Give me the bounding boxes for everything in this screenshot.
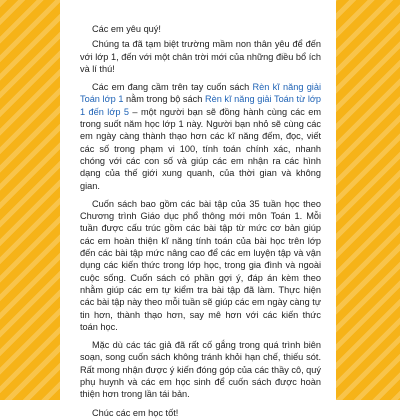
- book-title-highlight: Rèn kĩ năng giải Toán lớp 1: [80, 82, 321, 105]
- body-paragraphs: [80, 38, 321, 400]
- book-title-highlight: Rèn kĩ năng giải Toán từ lớp 1 đến lớp 5: [80, 94, 322, 117]
- paragraph-2: [80, 81, 321, 192]
- paragraph-text: nằm trong bộ sách: [123, 94, 205, 105]
- paragraph-3: [80, 198, 321, 333]
- paragraph-text: Chúng ta đã tạm biệt trường mầm non thân yêu để đến với lớp 1, đến với một chân trời mới của những điều bổ ích và lí thú!: [80, 39, 321, 74]
- paragraph-text: Cuốn sách bao gồm các bài tập của 35 tuần học theo Chương trình Giáo dục phổ thông mới môn Toán 1. Mỗi tuần được cấu trúc gồm các bài tập từ mức cơ bản giúp các em hoàn thiện kĩ năng tính toán của bài học trên lớp đến các bài tập mức nâng cao để các em luyện tập và vận dụng các kiến thức trong lớp học, trong gia đình và ngoài cuộc sống. Cuốn sách có phần gợi ý, đáp án kèm theo nhằm giúp các em tự kiểm tra bài tập đã làm. Thực hiện các bài tập này theo mỗi tuần sẽ giúp các em ngày càng tự tin hơn, thành thạo hơn, say mê hơn với các kiến thức toán học.: [80, 198, 321, 332]
- paragraph-4: [80, 339, 321, 400]
- closing-line: Chúc các em học tốt!: [92, 407, 179, 418]
- document-page: [60, 0, 336, 418]
- paragraph-text: Mặc dù các tác giả đã rất cố gắng trong quá trình biên soạn, song cuốn sách không tránh khỏi hạn chế, thiếu sót. Rất mong nhận được ý kiến đóng góp của các thầy cô, quý phụ huynh và các em học sinh để cuốn sách được hoàn thiện hơn trong lần tái bản.: [80, 340, 321, 400]
- paragraph-text: Các em đang cầm trên tay cuốn sách: [92, 82, 253, 93]
- greeting: Các em yêu quý!: [92, 24, 161, 34]
- paragraph-text: – một người bạn sẽ đồng hành cùng các em trong suốt năm học lớp 1 này. Người bạn nhỏ sẽ cùng các em ngày càng thành thạo hơn các kĩ năng đếm, đọc, viết các số trong phạm vi 100, tính toán chính xác, nhanh chóng với các con số và giúp các em nhận ra các hình dạng của thế giới xung quanh, của thời gian và không gian.: [80, 106, 321, 191]
- paragraph-1: [80, 38, 321, 75]
